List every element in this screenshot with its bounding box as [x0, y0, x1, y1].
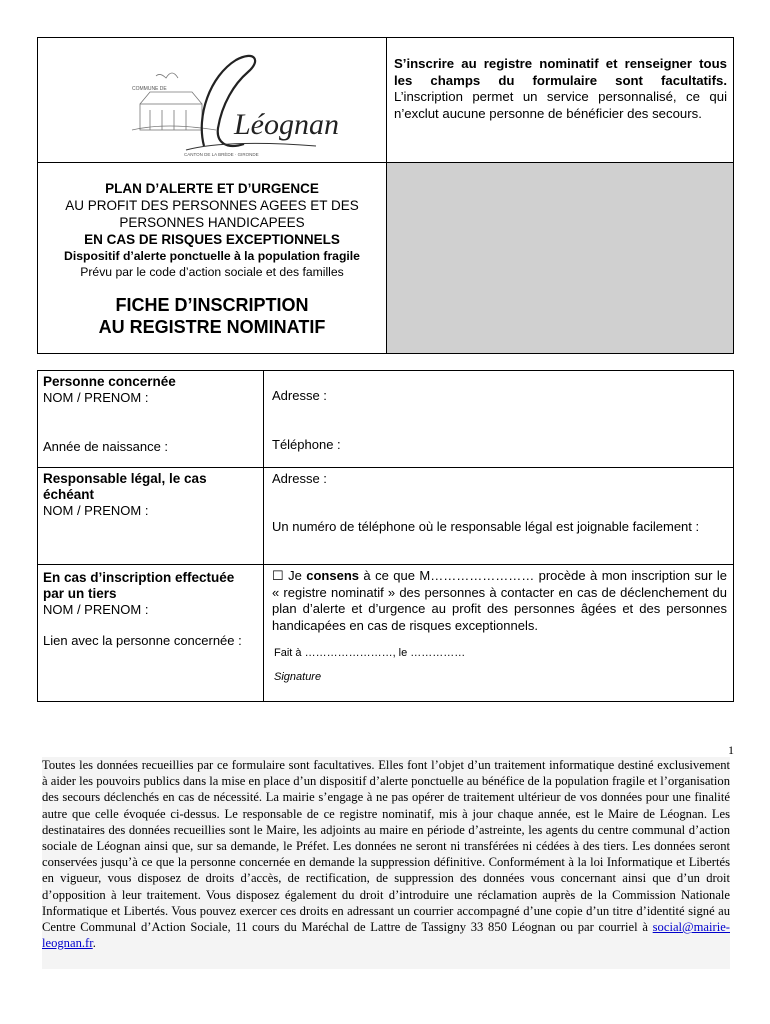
tiers-nom-label[interactable]: NOM / PRENOM :	[43, 602, 149, 617]
legal-adresse-label[interactable]: Adresse :	[272, 471, 327, 486]
plan-title: PLAN D’ALERTE ET D’URGENCE	[105, 181, 319, 196]
intro-bold-text: S’inscrire au registre nominatif et renseigner tous les champs du formulaire sont facultatifs.	[394, 56, 727, 88]
logo-bottom-text: CANTON DE LA BRÈDE · GIRONDE	[184, 152, 259, 157]
plan-dispositif: Dispositif d’alerte ponctuelle à la population fragile	[64, 249, 360, 263]
notice-text: Toutes les données recueillies par ce formulaire sont facultatives. Elles font l’objet d’un traitement informatique destiné exclusivement à aider les pouvoirs publics dans la mise en place d’un dispositif d’alerte ponctuelle au bénéfice de la population fragile et l’organisation des secours déclenchés en cas de nécessité. La mairie s’engage à ne pas opérer de traitement ultérieur de vos données pour une finalité autre que celle évoquée ci-dessus. Le responsable de ce registre nominatif, mis à jour chaque année, est le Maire de Léognan. Les destinataires des données recueillies sont le Maire, les adjoints au maire en période d’astreinte, les agents du centre communal d’action sociale de Léognan ainsi que, sur sa demande, le Préfet. Les données ne seront ni transférées ni cédées à des tiers. Les données seront conservées jusqu’à ce que la personne concernée en demande la suppression définitive. Conformément à la loi Informatique et Libertés en vigueur, vous disposez de droits d’accès, de rectification, de suppression des données vous concernant ainsi que d’un droit d’opposition à leur traitement. Vous disposez également du droit d’introduire une réclamation auprès de la Commission Nationale Informatique et Libertés. Vous pouvez exercer ces droits en adressant un courrier accompagné d’une copie d’un titre d’identité signé au Centre Communal d’Action Sociale, 11 cours du Maréchal de Lattre de Tassigny 33 850 Léognan ou par courriel à	[42, 758, 730, 935]
fiche-title-line2: AU REGISTRE NOMINATIF	[98, 317, 326, 337]
page-number: 1	[728, 743, 734, 757]
consent-bold: consens	[306, 568, 359, 583]
person-right-cell	[264, 371, 733, 467]
legal-phone-label[interactable]: Un numéro de téléphone où le responsable légal est joignable facilement :	[272, 519, 700, 534]
logo-brand-text: Léognan	[234, 108, 339, 141]
tiers-lien-label[interactable]: Lien avec la personne concernée :	[43, 633, 242, 648]
person-heading: Personne concernée	[43, 374, 176, 389]
person-annee-label[interactable]: Année de naissance :	[43, 439, 169, 454]
registration-form-table	[37, 370, 734, 702]
person-adresse-label[interactable]: Adresse :	[272, 388, 327, 403]
leognan-logo	[126, 46, 339, 158]
logo-small-text: COMMUNE DE	[132, 86, 167, 92]
person-telephone-label[interactable]: Téléphone :	[272, 437, 341, 452]
plan-risk: EN CAS DE RISQUES EXCEPTIONNELS	[84, 232, 340, 247]
tiers-left-cell	[38, 565, 264, 701]
legal-left-cell	[38, 468, 264, 564]
plan-code: Prévu par le code d’action sociale et des familles	[80, 265, 344, 279]
reserved-grey-cell	[387, 163, 733, 353]
consent-post: à ce que M…………………… procède à mon inscription sur le « registre nominatif » des personnes à contacter en cas de déclenchement du plan d’alerte et d’urgence au profit des personnes âgées et des personnes handicapées en cas de risques exceptionnels.	[272, 568, 727, 633]
form-row-tiers	[38, 565, 733, 701]
form-row-legal	[38, 468, 733, 565]
person-left-cell	[38, 371, 264, 467]
signature-label[interactable]: Signature	[274, 670, 322, 683]
title-cell	[38, 163, 387, 353]
notice-end: .	[92, 936, 96, 951]
legal-nom-label[interactable]: NOM / PRENOM :	[43, 503, 149, 518]
fiche-title-line1: FICHE D’INSCRIPTION	[115, 295, 309, 315]
fiche-title	[38, 294, 386, 338]
intro-cell	[387, 38, 733, 163]
legal-heading: Responsable légal, le cas échéant	[43, 471, 207, 502]
contact-email-link[interactable]: social@mairie-leognan.fr	[42, 920, 730, 951]
legal-right-cell	[264, 468, 733, 564]
tiers-right-cell	[264, 565, 733, 701]
consent-checkbox[interactable]: ☐	[272, 568, 284, 583]
form-row-person	[38, 371, 733, 468]
tiers-heading: En cas d’inscription effectuée par un tiers	[43, 570, 235, 601]
fait-a-line[interactable]: Fait à ……………………, le ……………	[274, 647, 466, 659]
logo-cell	[38, 38, 387, 163]
privacy-notice	[42, 757, 730, 969]
person-nom-label[interactable]: NOM / PRENOM :	[43, 390, 149, 405]
header-table	[37, 37, 734, 354]
plan-subtitle: AU PROFIT DES PERSONNES AGEES ET DES PERSONNES HANDICAPEES	[65, 198, 359, 230]
consent-statement	[272, 568, 727, 634]
intro-text: L’inscription permet un service personnalisé, ce qui n’exclut aucune personne de bénéficier des secours.	[394, 89, 727, 121]
consent-pre: Je	[283, 568, 307, 583]
